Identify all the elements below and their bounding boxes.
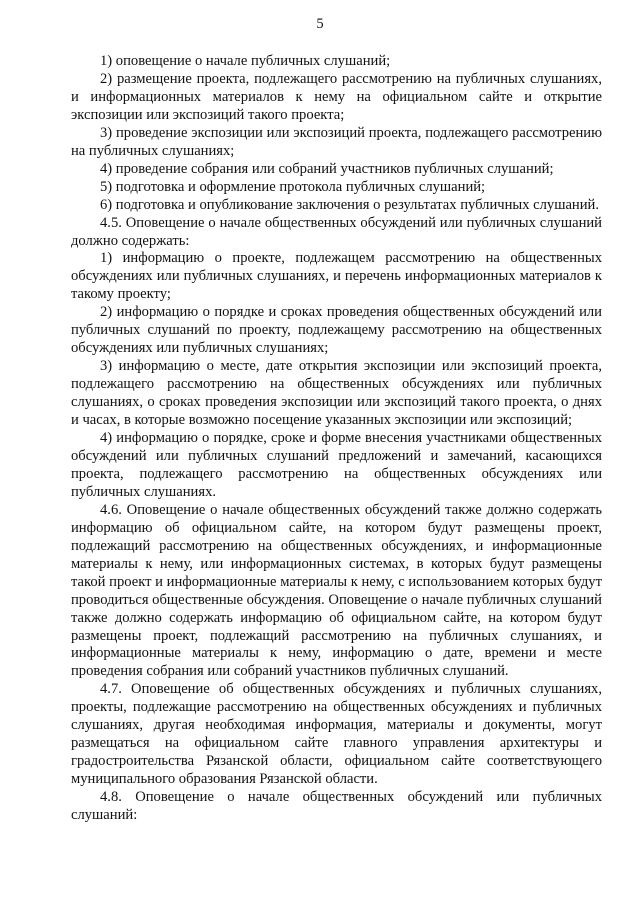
list-item-3: 3) проведение экспозиции или экспозиций проекта, подлежащего рассмотрению на публичных слушаниях; [71,124,602,159]
clause-4-5-item-2: 2) информацию о порядке и сроках проведения общественных обсуждений или публичных слушаний по проекту, подлежащему рассмотрению на общественных обсуждениях или публичных слушаниях; [71,304,602,357]
list-item-1: 1) оповещение о начале публичных слушаний; [100,53,391,69]
list-item-2: 2) размещение проекта, подлежащего рассмотрению на публичных слушаниях, и информационных материалов к нему на официальном сайте и открытие экспозиции или экспозиций такого проекта; [71,70,602,123]
clause-4-5-item-1: 1) информацию о проекте, подлежащем рассмотрению на общественных обсуждениях или публичных слушаниях, и перечень информационных материалов к такому проекту; [71,250,602,303]
page-number: 5 [316,16,324,32]
clause-4-6: 4.6. Оповещение о начале общественных обсуждений также должно содержать информацию об официальном сайте, на котором будут размещены проект, подлежащий рассмотрению на общественных обсуждениях, и информационные материалы к нему, или информационных системах, в которых будут размещены такой проект и информационные материалы к нему, с использованием которых будут проводиться общественные обсуждения. Оповещение о начале публичных слушаний также должно содержать информацию об официальном сайте, на котором будут размещены проект, подлежащий рассмотрению на публичных слушаниях, и информационные материалы к нему, информацию о дате, времени и месте проведения собрания или собраний участников публичных слушаний. [71,501,602,680]
clause-4-5: 4.5. Оповещение о начале общественных обсуждений или публичных слушаний должно содержать: [71,214,602,249]
clause-4-5-item-3: 3) информацию о месте, дате открытия экспозиции или экспозиций проекта, подлежащего рассмотрению на общественных обсуждениях или публичных слушаниях, о сроках проведения экспозиции или экспозиций такого проекта, о днях и часах, в которые возможно посещение указанных экспозиции или экспозиций; [71,358,602,429]
document-body [71,53,602,825]
clause-4-7: 4.7. Оповещение об общественных обсуждениях и публичных слушаниях, проекты, подлежащие рассмотрению на общественных обсуждениях и публичных слушаниях, другая необходимая информация, материалы и документы, могут размещаться на официальном сайте главного управления архитектуры и градостроительства Рязанской области, официальном сайте соответствующего муниципального образования Рязанской области. [71,681,602,788]
clause-4-5-item-4: 4) информацию о порядке, сроке и форме внесения участниками общественных обсуждений или публичных слушаний предложений и замечаний, касающихся проекта, подлежащего рассмотрению на общественных обсуждениях или публичных слушаниях. [71,430,602,500]
clause-4-8: 4.8. Оповещение о начале общественных обсуждений или публичных слушаний: [71,789,602,824]
list-item-5: 5) подготовка и оформление протокола публичных слушаний; [100,178,486,195]
list-item-6: 6) подготовка и опубликование заключения о результатах публичных слушаний. [100,196,600,213]
list-item-4: 4) проведение собрания или собраний участников публичных слушаний; [100,160,554,177]
